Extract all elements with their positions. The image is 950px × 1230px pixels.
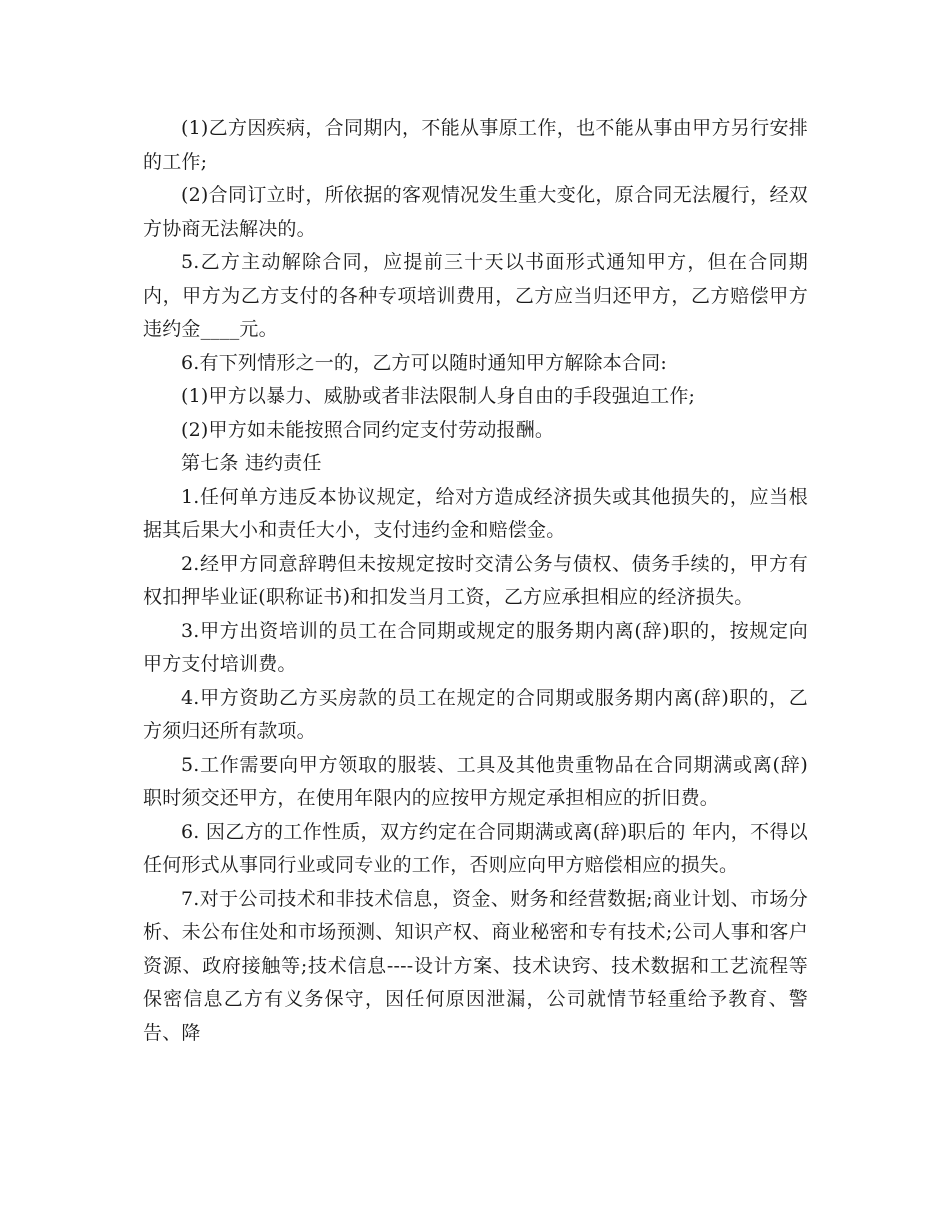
- paragraph: 3.甲方出资培训的员工在合同期或规定的服务期内离(辞)职的，按规定向甲方支付培训费。: [143, 619, 808, 675]
- paragraph: (1)乙方因疾病，合同期内，不能从事原工作，也不能从事由甲方另行安排的工作;: [143, 117, 808, 173]
- paragraph: (2)甲方如未能按照合同约定支付劳动报酬。: [181, 418, 555, 441]
- document-body: [143, 112, 808, 1050]
- paragraph: (1)甲方以暴力、威胁或者非法限制人身自由的手段强迫工作;: [181, 385, 696, 407]
- paragraph: 6.有下列情形之一的，乙方可以随时通知甲方解除本合同:: [181, 351, 667, 374]
- paragraph: 4.甲方资助乙方买房款的员工在规定的合同期或服务期内离(辞)职的，乙方须归还所有款项。: [143, 686, 808, 742]
- paragraph: 6. 因乙方的工作性质，双方约定在合同期满或离(辞)职后的 年内，不得以任何形式从事同行业或同专业的工作，否则应向甲方赔偿相应的损失。: [143, 820, 808, 876]
- paragraph: 2.经甲方同意辞聘但未按规定按时交清公务与债权、债务手续的，甲方有权扣押毕业证(职称证书)和扣发当月工资，乙方应承担相应的经济损失。: [143, 552, 808, 608]
- paragraph: 5.乙方主动解除合同，应提前三十天以书面形式通知甲方，但在合同期内，甲方为乙方支付的各种专项培训费用，乙方应当归还甲方，乙方赔偿甲方违约金____元。: [143, 251, 808, 340]
- paragraph: 5.工作需要向甲方领取的服装、工具及其他贵重物品在合同期满或离(辞)职时须交还甲方，在使用年限内的应按甲方规定承担相应的折旧费。: [143, 753, 808, 809]
- paragraph: (2)合同订立时，所依据的客观情况发生重大变化，原合同无法履行，经双方协商无法解决的。: [143, 184, 808, 240]
- paragraph: 7.对于公司技术和非技术信息，资金、财务和经营数据;商业计划、市场分析、未公布住处和市场预测、知识产权、商业秘密和专有技术;公司人事和客户资源、政府接触等;技术信息----设计方案、技术诀窍、技术数据和工艺流程等保密信息乙方有义务保守，因任何原因泄漏，公司就情节轻重给予教育、警告、降: [143, 887, 808, 1044]
- section-heading: 第七条 违约责任: [181, 452, 322, 474]
- paragraph: 1.任何单方违反本协议规定，给对方造成经济损失或其他损失的，应当根据其后果大小和责任大小，支付违约金和赔偿金。: [143, 485, 808, 541]
